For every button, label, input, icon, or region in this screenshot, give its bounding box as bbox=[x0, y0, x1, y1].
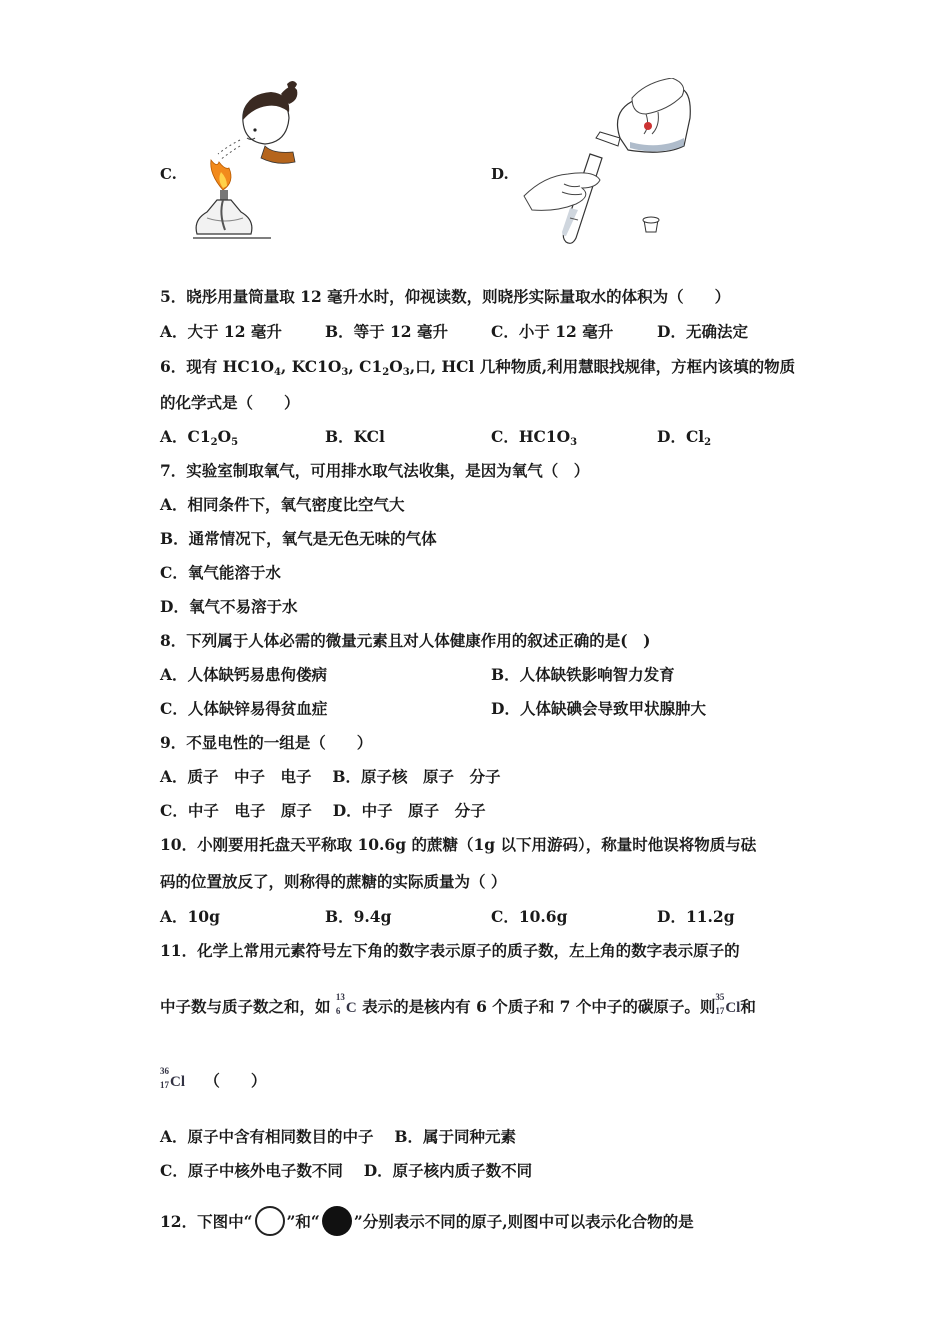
isotope-c13: 13 6 C bbox=[335, 992, 357, 1016]
question-5-option-b: B．等于 12 毫升 bbox=[325, 322, 448, 341]
question-8-option-c: C．人体缺锌易得贫血症 bbox=[160, 699, 328, 718]
isotope-cl35: 35 17 Cl bbox=[715, 992, 741, 1016]
black-atom-icon bbox=[322, 1206, 352, 1236]
question-5-option-d: D．无确法定 bbox=[657, 322, 748, 341]
question-7-stem: 7．实验室制取氧气，可用排水取气法收集，是因为氧气（ ） bbox=[160, 461, 590, 480]
question-7-option-b: B．通常情况下，氧气是无色无味的气体 bbox=[160, 529, 437, 548]
question-10-stem-line1: 10．小刚要用托盘天平称取 10.6g 的蔗糖（1g 以下用游码），称量时他误将物质与砝 bbox=[160, 835, 757, 854]
question-10-option-c: C．10.6g bbox=[491, 907, 568, 926]
question-11-options-line2: C．原子中核外电子数不同 D．原子核内质子数不同 bbox=[160, 1161, 533, 1180]
question-10-option-d: D．11.2g bbox=[657, 907, 735, 926]
option-d-label: D. bbox=[491, 165, 509, 183]
question-10-option-a: A．10g bbox=[160, 907, 220, 926]
question-10-stem-line2: 码的位置放反了，则称得的蔗糖的实际质量为（ ） bbox=[160, 872, 507, 891]
question-5-stem: 5．晓彤用量筒量取 12 毫升水时，仰视读数，则晓彤实际量取水的体积为（ ） bbox=[160, 287, 731, 306]
question-8-option-b: B．人体缺铁影响智力发育 bbox=[491, 665, 675, 684]
option-c-label: C. bbox=[160, 165, 177, 183]
question-6-stem-line2: 的化学式是（ ） bbox=[160, 393, 300, 412]
question-12-stem: 12．下图中“ ”和“ ”分别表示不同的原子,则图中可以表示化合物的是 bbox=[160, 1206, 694, 1236]
question-9-options-line1: A．质子 中子 电子 B．原子核 原子 分子 bbox=[160, 767, 501, 786]
question-9-options-line2: C．中子 电子 原子 D．中子 原子 分子 bbox=[160, 801, 486, 820]
question-7-option-d: D．氧气不易溶于水 bbox=[160, 597, 298, 616]
question-7-option-a: A．相同条件下，氧气密度比空气大 bbox=[160, 495, 405, 514]
alcohol-lamp-blowing-figure bbox=[185, 78, 305, 248]
question-11-options-line1: A．原子中含有相同数目的中子 B．属于同种元素 bbox=[160, 1127, 517, 1146]
question-6-option-b: B．KCl bbox=[325, 427, 385, 446]
white-atom-icon bbox=[255, 1206, 285, 1236]
question-6-option-a: A．$C1_2O_5$ bbox=[160, 427, 239, 448]
question-5-option-a: A．大于 12 毫升 bbox=[160, 322, 282, 341]
question-8-option-a: A．人体缺钙易患佝偻病 bbox=[160, 665, 328, 684]
question-6-option-c: C．$HC1O_3$ bbox=[491, 427, 578, 448]
isotope-cl36: 36 17 Cl bbox=[160, 1066, 185, 1090]
pouring-liquid-figure bbox=[520, 78, 695, 248]
question-5-option-c: C．小于 12 毫升 bbox=[491, 322, 614, 341]
question-11-stem-line3: 36 17 Cl （ ） bbox=[160, 1066, 267, 1090]
question-8-stem: 8．下列属于人体必需的微量元素且对人体健康作用的叙述正确的是( ) bbox=[160, 631, 651, 650]
question-6-option-d: D．$Cl_2$ bbox=[657, 427, 712, 448]
question-10-option-b: B．9.4g bbox=[325, 907, 392, 926]
question-9-stem: 9．不显电性的一组是（ ） bbox=[160, 733, 373, 752]
question-7-option-c: C．氧气能溶于水 bbox=[160, 563, 281, 582]
question-8-option-d: D．人体缺碘会导致甲状腺肿大 bbox=[491, 699, 706, 718]
question-11-stem-line2: 中子数与质子数之和，如 13 6 C 表示的是核内有 6 个质子和 7 个中子的碳原子。则 35 17 Cl和 bbox=[160, 992, 756, 1016]
question-6-stem-line1: 6．现有 $HC1O_4$, $KC1O_3$, $C1_2O_3$,口, HCl 几种物质,利用慧眼找规律，方框内该填的物质 bbox=[160, 357, 796, 378]
question-11-stem-line1: 11．化学上常用元素符号左下角的数字表示原子的质子数，左上角的数字表示原子的 bbox=[160, 941, 740, 960]
